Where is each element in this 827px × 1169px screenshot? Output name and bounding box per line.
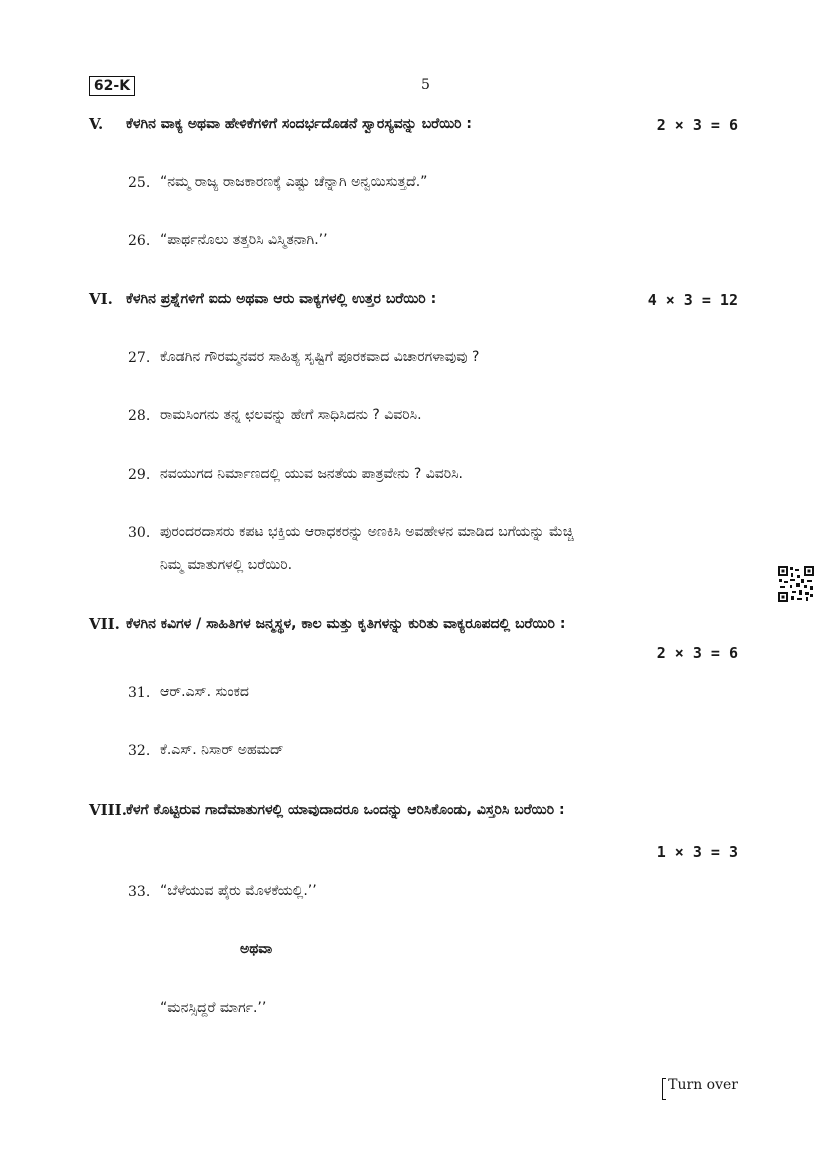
or-label: ಅಥವಾ	[240, 941, 273, 957]
question-33-text: “ಬೆಳೆಯುವ ಪೈರು ಮೊಳಕೆಯಲ್ಲಿ.’’	[160, 883, 317, 899]
question-26-text: “ಪಾರ್ಥನೊಲು ತತ್ತರಿಸಿ ವಿಸ್ಮಿತನಾಗಿ.’’	[160, 232, 328, 248]
question-29-text: ನವಯುಗದ ನಿರ್ಮಾಣದಲ್ಲಿ ಯುವ ಜನತೆಯ ಪಾತ್ರವೇನು ? ವಿವರಿಸಿ.	[160, 466, 463, 482]
section-v-instruction: ಕೆಳಗಿನ ವಾಕ್ಯ ಅಥವಾ ಹೇಳಿಕೆಗಳಿಗೆ ಸಂದರ್ಭದೊಡನೆ ಸ್ವಾರಸ್ಯವನ್ನು ಬರೆಯಿರಿ :	[126, 116, 473, 132]
section-vi-numeral: VI.	[89, 290, 113, 308]
question-32-text: ಕೆ.ಎಸ್. ನಿಸಾರ್ ಅಹಮದ್	[160, 742, 284, 758]
question-30-text-line2: ನಿಮ್ಮ ಮಾತುಗಳಲ್ಲಿ ಬರೆಯಿರಿ.	[160, 557, 293, 573]
question-29-number: 29.	[128, 467, 151, 483]
question-32-number: 32.	[128, 743, 151, 759]
section-viii-instruction: ಕೆಳಗೆ ಕೊಟ್ಟಿರುವ ಗಾದೆಮಾತುಗಳಲ್ಲಿ ಯಾವುದಾದರೂ ಒಂದನ್ನು ಆರಿಸಿಕೊಂಡು, ವಿಸ್ತರಿಸಿ ಬರೆಯಿರಿ :	[126, 802, 565, 818]
question-27-number: 27.	[128, 350, 151, 366]
paper-code: 62-K	[89, 76, 135, 96]
section-viii-numeral: VIII.	[89, 801, 127, 819]
question-30-text-line1: ಪುರಂದರದಾಸರು ಕಪಟ ಭಕ್ತಿಯ ಆರಾಧಕರನ್ನು ಅಣಕಿಸಿ ಅವಹೇಳನ ಮಾಡಿದ ಬಗೆಯನ್ನು ಮೆಚ್ಚಿ	[160, 524, 574, 540]
section-vi-instruction: ಕೆಳಗಿನ ಪ್ರಶ್ನೆಗಳಿಗೆ ಐದು ಅಥವಾ ಆರು ವಾಕ್ಯಗಳಲ್ಲಿ ಉತ್ತರ ಬರೆಯಿರಿ :	[126, 291, 437, 307]
section-viii-marks: 1 × 3 = 3	[656, 843, 738, 861]
section-vii-instruction: ಕೆಳಗಿನ ಕವಿಗಳ / ಸಾಹಿತಿಗಳ ಜನ್ಮಸ್ಥಳ, ಕಾಲ ಮತ್ತು ಕೃತಿಗಳನ್ನು ಕುರಿತು ವಾಕ್ಯರೂಪದಲ್ಲಿ ಬರೆಯಿರಿ :	[126, 616, 566, 632]
question-31-number: 31.	[128, 685, 151, 701]
question-28-number: 28.	[128, 408, 151, 424]
question-27-text: ಕೊಡಗಿನ ಗೌರಮ್ಮನವರ ಸಾಹಿತ್ಯ ಸೃಷ್ಟಿಗೆ ಪೂರಕವಾದ ವಿಚಾರಗಳಾವುವು ?	[160, 349, 480, 365]
question-26-number: 26.	[128, 233, 151, 249]
question-25-number: 25.	[128, 175, 151, 191]
question-31-text: ಆರ್.ಎಸ್. ಸುಂಕದ	[160, 684, 249, 700]
question-33-number: 33.	[128, 884, 151, 900]
question-25-text: “ನಮ್ಮ ರಾಜ್ಯ ರಾಜಕಾರಣಕ್ಕೆ ಎಷ್ಟು ಚೆನ್ನಾಗಿ ಅನ್ವಯಿಸುತ್ತದೆ.”	[160, 174, 428, 190]
section-v-numeral: V.	[89, 115, 104, 133]
page-number: 5	[421, 77, 430, 93]
section-vi-marks: 4 × 3 = 12	[647, 291, 738, 309]
question-28-text: ರಾಮಸಿಂಗನು ತನ್ನ ಛಲವನ್ನು ಹೇಗೆ ಸಾಧಿಸಿದನು ? ವಿವರಿಸಿ.	[160, 407, 422, 423]
section-v-marks: 2 × 3 = 6	[656, 116, 738, 134]
turn-over-label: Turn over	[668, 1077, 738, 1093]
qr-code-icon	[777, 565, 815, 603]
question-30-number: 30.	[128, 525, 151, 541]
section-vii-marks: 2 × 3 = 6	[656, 644, 738, 662]
question-33-alternate: “ಮನಸ್ಸಿದ್ದರೆ ಮಾರ್ಗ.’’	[160, 1000, 267, 1016]
section-vii-numeral: VII.	[89, 615, 120, 633]
